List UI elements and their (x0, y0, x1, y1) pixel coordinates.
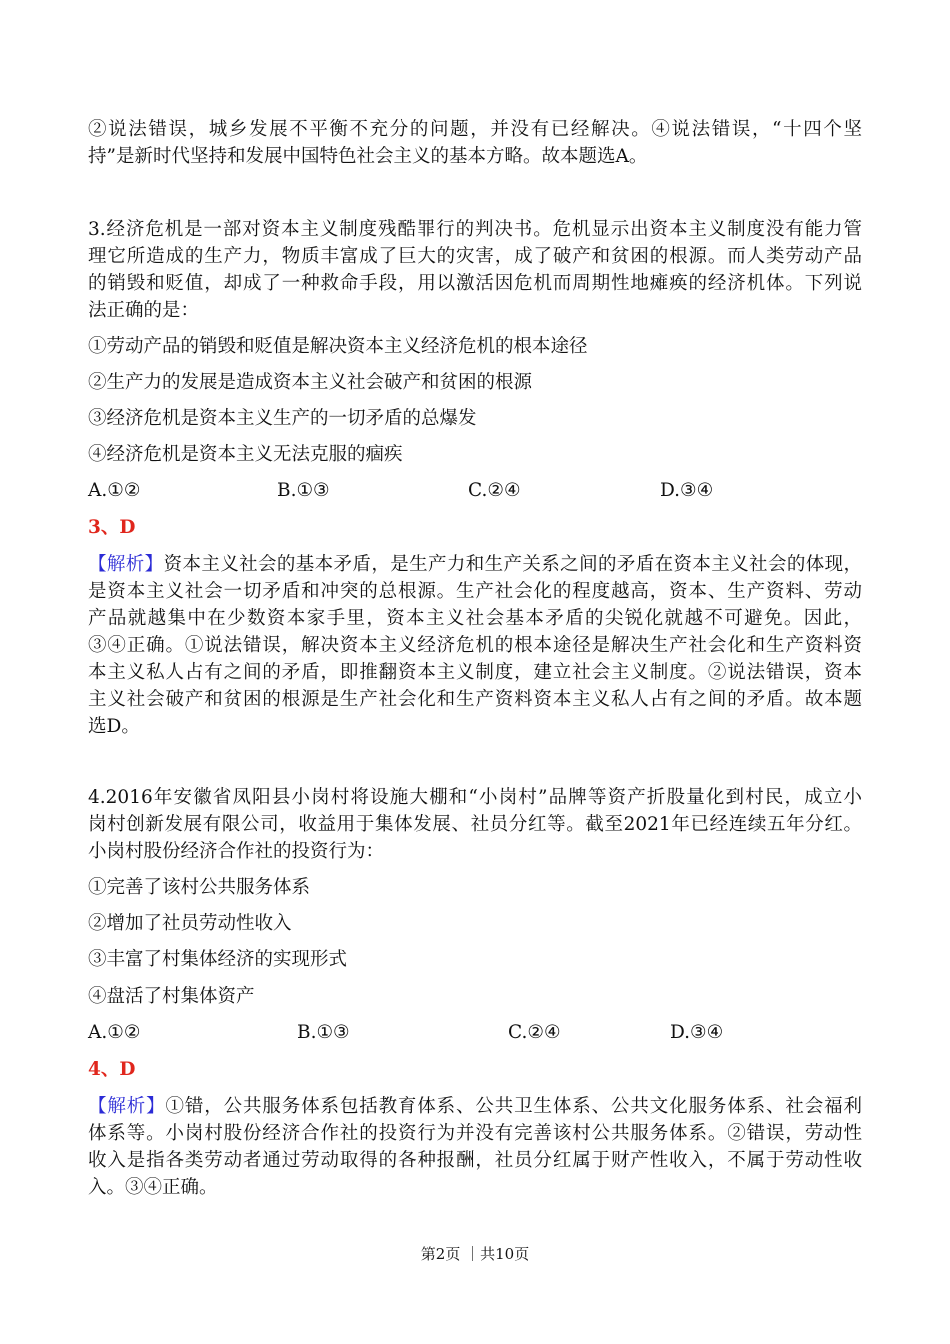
q4-choice-a: A.①② (88, 1022, 141, 1043)
q3-statement-1: ①劳动产品的销毁和贬值是解决资本主义经济危机的根本途径 (88, 336, 588, 357)
q3-statement-2: ②生产力的发展是造成资本主义社会破产和贫困的根源 (88, 372, 533, 393)
text-line (88, 1093, 862, 1120)
text-line: 收入是指各类劳动者通过劳动取得的各种报酬，社员分红属于财产性收入，不属于劳动性收 (88, 1150, 862, 1171)
page-footer: 第2页 ｜共10页 (420, 1245, 530, 1263)
text-line: 选D。 (88, 716, 140, 737)
question-3-stem (88, 216, 862, 324)
q3-choice-b: B.①③ (277, 480, 330, 501)
text-line: 小岗村股份经济合作社的投资行为： (88, 841, 385, 862)
previous-analysis (88, 116, 862, 170)
text-line: 入。③④正确。 (88, 1177, 218, 1198)
text-line: 4.2016年安徽省凤阳县小岗村将设施大棚和“小岗村”品牌等资产折股量化到村民，成立小 (88, 787, 862, 808)
question-4-stem (88, 784, 862, 865)
text-line: 的销毁和贬值，却成了一种救命手段，用以激活因危机而周期性地瘫痪的经济机体。下列说 (88, 273, 862, 294)
q3-analysis (88, 551, 862, 740)
text-line: 产品就越集中在少数资本家手里，资本主义社会基本矛盾的尖锐化就越不可避免。因此， (88, 608, 862, 629)
q4-answer: 4、D (88, 1059, 136, 1080)
text-line: ③④正确。①说法错误，解决资本主义经济危机的根本途径是解决生产社会化和生产资料资 (88, 635, 862, 656)
q4-statement-3: ③丰富了村集体经济的实现形式 (88, 949, 348, 970)
q3-choice-c: C.②④ (468, 480, 521, 501)
text-line: 理它所造成的生产力，物质丰富成了巨大的灾害，成了破产和贫困的根源。而人类劳动产品 (88, 246, 862, 267)
text-line: 本主义私人占有之间的矛盾，即推翻资本主义制度，建立社会主义制度。②说法错误，资本 (88, 662, 862, 683)
q4-statement-1: ①完善了该村公共服务体系 (88, 877, 311, 898)
text-line: 主义社会破产和贫困的根源是生产社会化和生产资料资本主义私人占有之间的矛盾。故本题 (88, 689, 862, 710)
text-line: 体系等。小岗村股份经济合作社的投资行为并没有完善该村公共服务体系。②错误，劳动性 (88, 1123, 862, 1144)
q4-statement-2: ②增加了社员劳动性收入 (88, 913, 292, 934)
analysis-tag: 【解析】 (88, 554, 164, 575)
analysis-text: 资本主义社会的基本矛盾，是生产力和生产关系之间的矛盾在资本主义社会的体现， (163, 554, 862, 575)
q3-choice-a: A.①② (88, 480, 141, 501)
text-line: 3.经济危机是一部对资本主义制度残酷罪行的判决书。危机显示出资本主义制度没有能力管 (88, 219, 862, 240)
text-line: 法正确的是： (88, 300, 200, 321)
text-line: 是资本主义社会一切矛盾和冲突的总根源。生产社会化的程度越高，资本、生产资料、劳动 (88, 581, 862, 602)
q3-statement-3: ③经济危机是资本主义生产的一切矛盾的总爆发 (88, 408, 477, 429)
q4-choice-c: C.②④ (508, 1022, 561, 1043)
q3-answer: 3、D (88, 517, 136, 538)
analysis-tag: 【解析】 (88, 1096, 166, 1117)
text-line: ②说法错误，城乡发展不平衡不充分的问题，并没有已经解决。④说法错误，“十四个坚 (88, 119, 862, 140)
text-line: 岗村创新发展有限公司，收益用于集体发展、社员分红等。截至2021年已经连续五年分红。 (88, 814, 862, 835)
text-line (88, 551, 862, 578)
q3-choice-d: D.③④ (660, 480, 714, 501)
q4-choice-b: B.①③ (297, 1022, 350, 1043)
analysis-text: ①错，公共服务体系包括教育体系、公共卫生体系、公共文化服务体系、社会福利 (165, 1096, 862, 1117)
q4-statement-4: ④盘活了村集体资产 (88, 986, 255, 1007)
q4-analysis (88, 1093, 862, 1201)
q3-statement-4: ④经济危机是资本主义无法克服的痼疾 (88, 444, 403, 465)
text-line: 持”是新时代坚持和发展中国特色社会主义的基本方略。故本题选A。 (88, 146, 648, 167)
q4-choice-d: D.③④ (670, 1022, 724, 1043)
